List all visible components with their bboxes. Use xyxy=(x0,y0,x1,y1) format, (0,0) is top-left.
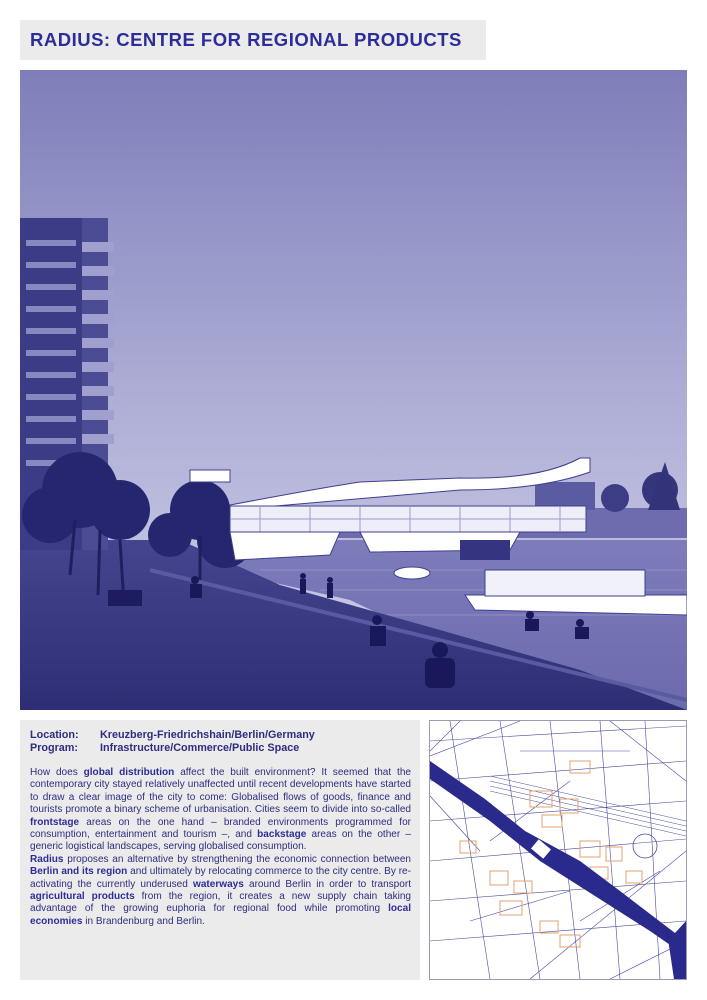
paragraph-global-distribution xyxy=(30,767,411,854)
title-box xyxy=(20,20,486,60)
text-span: proposes an alternative by strengthening the economic connection between xyxy=(63,853,411,865)
program-label: Program: xyxy=(30,742,78,754)
site-plan-map xyxy=(429,720,687,980)
highlight-term: agricultural products xyxy=(30,891,135,903)
location-label: Location: xyxy=(30,729,79,741)
highlight-term: backstage xyxy=(257,829,307,841)
highlight-term: global distribution xyxy=(83,767,175,778)
paragraph-radius xyxy=(30,854,411,928)
text-span: areas on the one hand – branded environments programmed for consumption, entertainment and tourism –, and xyxy=(30,816,411,841)
highlight-term: local economies xyxy=(30,903,411,927)
program-row xyxy=(30,742,299,754)
text-span: from the region, it creates a new supply chain taking advantage of the growing euphoria for regional food while promoting xyxy=(30,891,411,915)
location-value: Kreuzberg-Friedrichshain/Berlin/Germany xyxy=(100,729,315,741)
highlight-term: Berlin and its region xyxy=(30,866,128,878)
text-span: areas on the other – generic logistical landscapes, serving globalised consumption. xyxy=(30,829,412,853)
text-span: in Brandenburg and Berlin. xyxy=(82,915,205,927)
text-span: and ultimately by relocating commerce to the city centre. By re-activating the currently underused xyxy=(30,866,411,890)
text-span: affect the built environment? It seemed that the contemporary city stayed relatively unaffected until recent developments have started to draw a clear image of the city to come: Globalised flows of goods, finance and tourists promote a binary scheme of urbanisation. Cities seem to divide into so-called xyxy=(30,767,411,816)
hero-visualisation xyxy=(20,70,687,710)
text-span: around Berlin in order to transport xyxy=(243,878,411,890)
page-title: RADIUS: CENTRE FOR REGIONAL PRODUCTS xyxy=(30,29,462,50)
project-info-panel xyxy=(20,720,420,980)
highlight-term: frontstage xyxy=(30,816,80,828)
river-scene-image xyxy=(20,70,687,710)
program-value: Infrastructure/Commerce/Public Space xyxy=(100,742,300,754)
location-row xyxy=(30,729,315,741)
text-span: How does xyxy=(30,767,84,778)
highlight-term: Radius xyxy=(30,853,64,865)
site-plan-drawing xyxy=(430,721,686,979)
highlight-term: waterways xyxy=(193,878,244,890)
description-text xyxy=(30,767,411,928)
